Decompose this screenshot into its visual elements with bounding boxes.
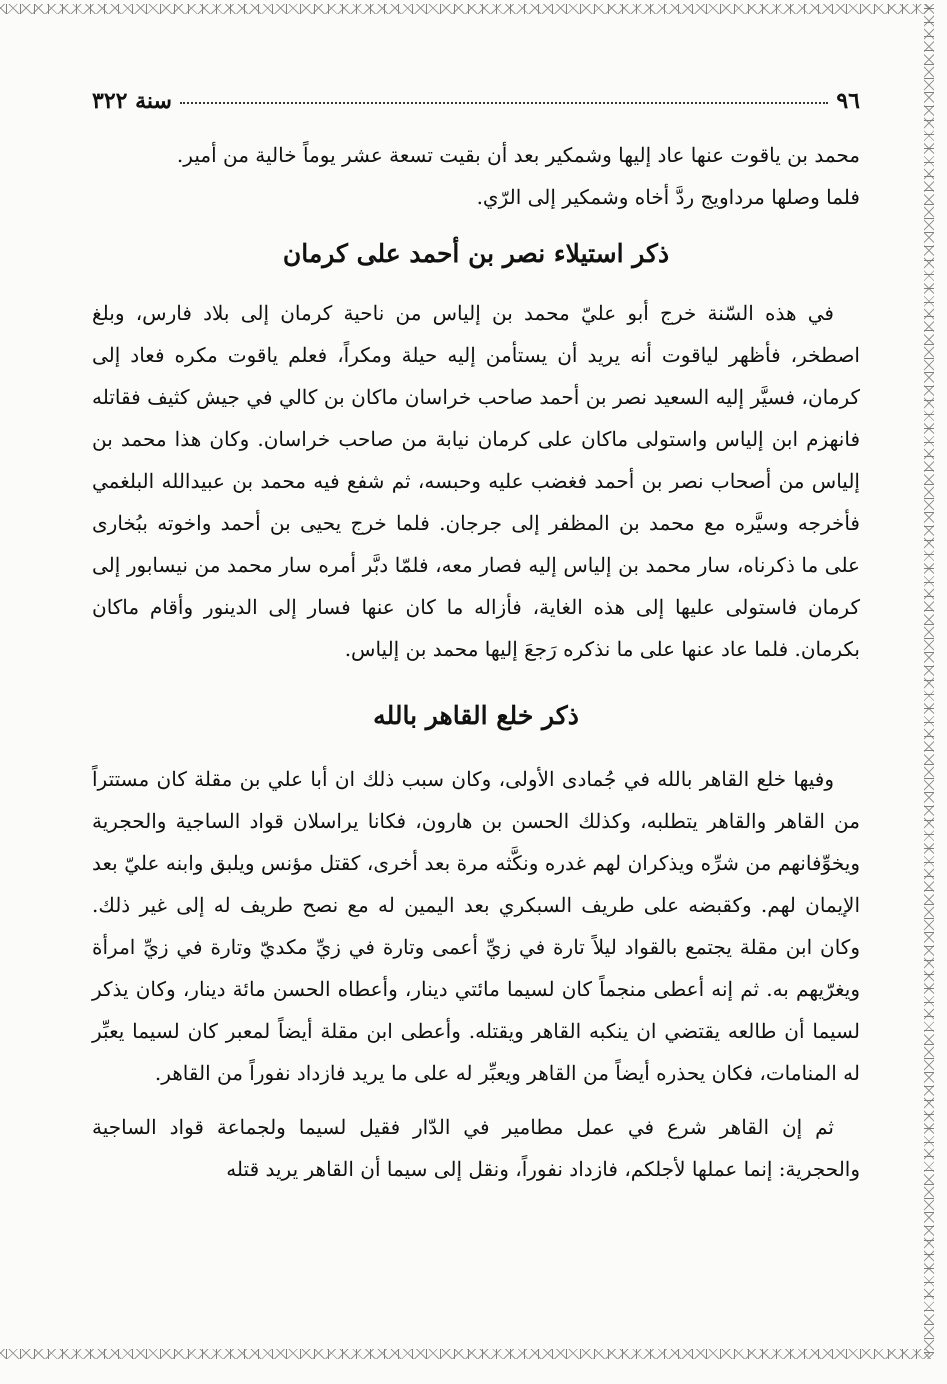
section-1-paragraph: في هذه السّنة خرج أبو عليّ محمد بن إلياس من ناحية كرمان إلى بلاد فارس، وبلغ اصطخر، فأظهر لياقوت أنه يريد أن يستأمن إليه حيلة ومكراً، فعلم ياقوت مكره فعاد إلى كرمان، فسيَّر إليه السعيد نصر بن أحمد صاحب خراسان ماكان بن كالي في جيش كثيف فقاتله فانهزم ابن إلياس واستولى ماكان على كرمان نيابة من صاحب خراسان. وكان هذا محمد بن إلياس من أصحاب نصر بن أحمد فغضب عليه وحبسه، ثم شفع فيه محمد بن عبيدالله البلغمي فأخرجه وسيَّره مع محمد بن المظفر إلى جرجان. فلما خرج يحيى بن أحمد واخوته ببُخارى على ما ذكرناه، سار محمد بن إلياس إليه فصار معه، فلمّا دبَّر أمره سار محمد من نيسابور إلى كرمان فاستولى عليها إلى هذه الغاية، فأزاله ما كان عنها فسار إلى الدينور وأقام ماكان بكرمان. فلما عاد عنها على ما نذكره رَجعَ إليها محمد بن إلياس. [92, 301, 860, 661]
year-label: سنة ٣٢٢ [92, 88, 172, 114]
section-2-title: ذكر خلع القاهر بالله [373, 701, 579, 730]
intro-line-1: محمد بن ياقوت عنها عاد إليها وشمكير بعد أن بقيت تسعة عشر يوماً خالية من أمير. [176, 143, 860, 167]
paragraph-gap [92, 1094, 860, 1106]
section-1-title: ذكر استيلاء نصر بن أحمد على كرمان [282, 239, 670, 268]
section-2-paragraph-2: ثم إن القاهر شرع في عمل مطامير في الدّار فقيل لسيما ولجماعة قواد الساجية والحجرية: إنما عملها لأجلكم، فازداد نفوراً، ونقل إلى سيما أن القاهر يريد قتله [92, 1115, 860, 1181]
decorative-border-top [0, 4, 930, 14]
section-2-paragraph-1: وفيها خلع القاهر بالله في جُمادى الأولى، وكان سبب ذلك ان أبا علي بن مقلة كان مستتراً من القاهر والقاهر يتطلبه، وكذلك الحسن بن هارون، فكانا يراسلان قواد الساجية والحجرية ويخوِّفانهم من شرِّه ويذكران لهم غدره ونكَّثه مرة بعد أخرى، كقتل مؤنس ويلبق وابنه عليّ بعد الإيمان لهم. وكقبضه على طريف السبكري بعد اليمين له مع نصح طريف له إلى غير ذلك. وكان ابن مقلة يجتمع بالقواد ليلاً تارة في زيِّ أعمى وتارة في زيِّ مكديّ وتارة في زيِّ امرأة ويغرّيهم به. ثم إنه أعطى منجماً كان لسيما مائتي دينار، وأعطاه الحسن مائة دينار، وكان يذكر لسيما أن طالعه يقتضي ان ينكبه القاهر ويقتله. وأعطى ابن مقلة أيضاً لمعبر كان لسيما يعبِّر له المنامات، فكان يحذره أيضاً من القاهر ويعبِّر له على ما يريد فازداد نفوراً من القاهر. [92, 767, 860, 1085]
book-page [92, 88, 860, 1190]
intro-line-2: فلما وصلها مرداويج ردَّ أخاه وشمكير إلى الرّي. [476, 185, 860, 209]
decorative-border-bottom [0, 1349, 930, 1359]
header-dotted-leader [180, 102, 828, 104]
page-number: ٩٦ [836, 88, 860, 114]
running-header [92, 88, 860, 120]
decorative-border-right [924, 4, 934, 1359]
